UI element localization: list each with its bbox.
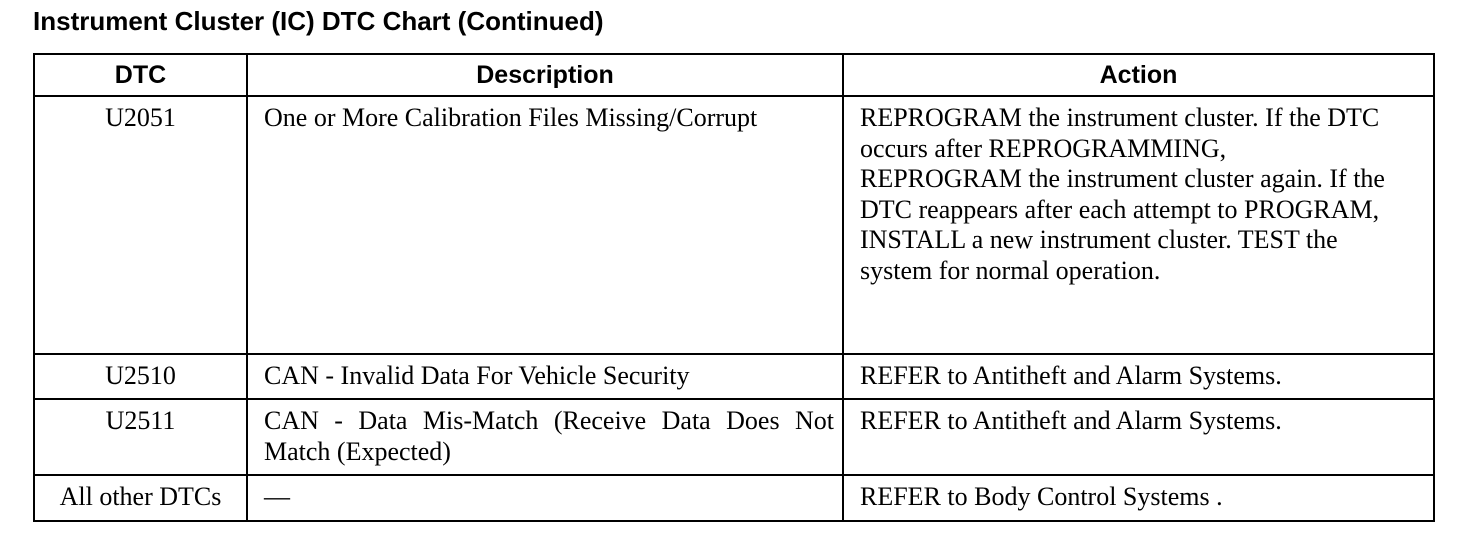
table-header-row — [34, 54, 1434, 96]
table-row — [34, 96, 1434, 354]
page-title: Instrument Cluster (IC) DTC Chart (Continued) — [33, 6, 604, 36]
action-cell: REFER to Antitheft and Alarm Systems. — [843, 399, 1434, 475]
description-cell: One or More Calibration Files Missing/Corrupt — [247, 96, 843, 354]
action-cell: REFER to Body Control Systems . — [843, 475, 1434, 521]
column-header-dtc: DTC — [34, 54, 247, 96]
column-header-description: Description — [247, 54, 843, 96]
table-row — [34, 475, 1434, 521]
action-cell: REFER to Antitheft and Alarm Systems. — [843, 354, 1434, 399]
description-cell: CAN - Data Mis-Match (Receive Data Does Not Match (Expected) — [247, 399, 843, 475]
action-cell: REPROGRAM the instrument cluster. If the DTC occurs after REPROGRAMMING, REPROGRAM the instrument cluster again. If the DTC reappears after each attempt to PROGRAM, INSTALL a new instrument cluster. TEST the system for normal operation. — [843, 96, 1434, 354]
description-cell: CAN - Invalid Data For Vehicle Security — [247, 354, 843, 399]
dtc-code-cell: All other DTCs — [34, 475, 247, 521]
dtc-code-cell: U2511 — [34, 399, 247, 475]
dtc-table — [33, 53, 1435, 522]
table-row — [34, 399, 1434, 475]
dtc-code-cell: U2051 — [34, 96, 247, 354]
description-cell: — — [247, 475, 843, 521]
table-row — [34, 354, 1434, 399]
column-header-action: Action — [843, 54, 1434, 96]
dtc-code-cell: U2510 — [34, 354, 247, 399]
